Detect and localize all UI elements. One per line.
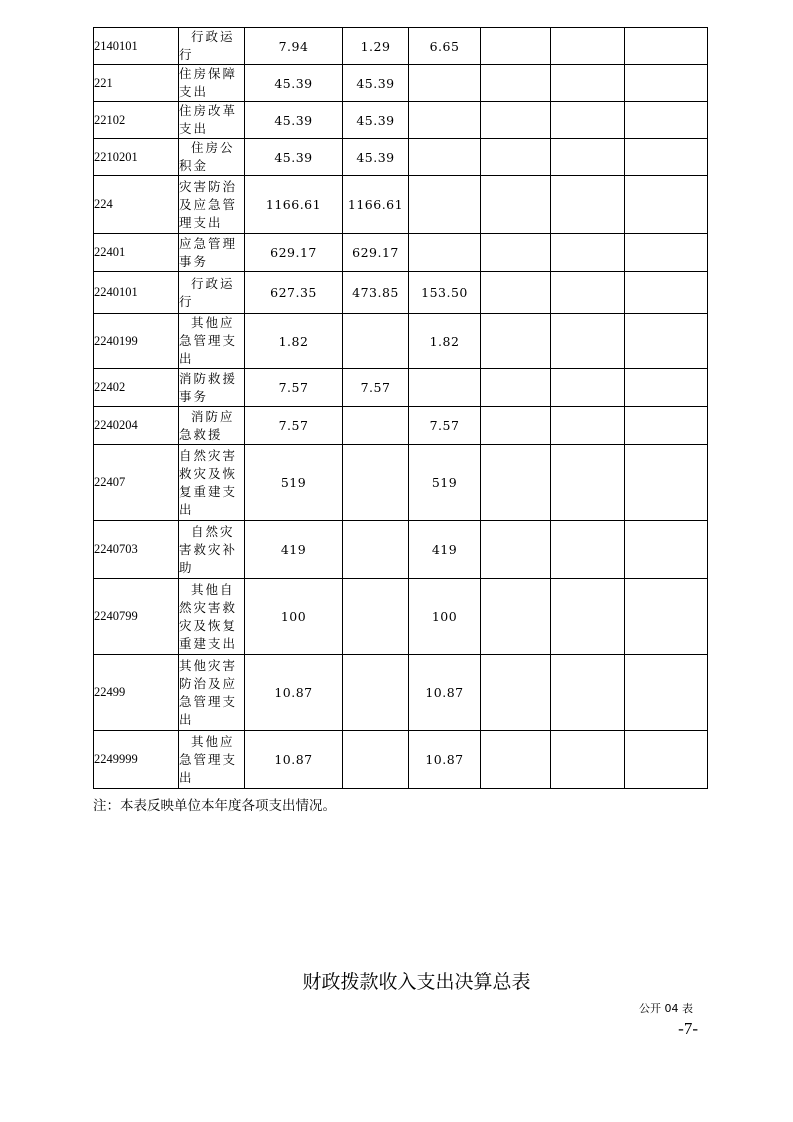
empty-cell: [481, 102, 551, 139]
table-row: [94, 579, 708, 655]
project-expenditure-cell: 100: [409, 579, 481, 655]
basic-expenditure-cell: 1166.61: [343, 176, 409, 234]
subject-name-cell: 消防应急救援: [179, 407, 245, 445]
subject-code-cell: 2240204: [94, 407, 179, 445]
empty-cell: [481, 579, 551, 655]
empty-cell: [551, 28, 625, 65]
project-expenditure-cell: 419: [409, 521, 481, 579]
subject-code-cell: 2140101: [94, 28, 179, 65]
table-row: [94, 176, 708, 234]
empty-cell: [481, 445, 551, 521]
subject-code-cell: 2210201: [94, 139, 179, 176]
total-cell: 419: [245, 521, 343, 579]
empty-cell: [625, 139, 708, 176]
empty-cell: [551, 65, 625, 102]
table-row: [94, 445, 708, 521]
table-row: [94, 407, 708, 445]
table-row: [94, 369, 708, 407]
empty-cell: [481, 65, 551, 102]
empty-cell: [551, 445, 625, 521]
subject-name-cell: 其他应急管理支出: [179, 314, 245, 369]
table-row: [94, 314, 708, 369]
subject-name-cell: 行政运行: [179, 28, 245, 65]
basic-expenditure-cell: [343, 731, 409, 789]
basic-expenditure-cell: 7.57: [343, 369, 409, 407]
table-body: [94, 28, 708, 789]
project-expenditure-cell: 1.82: [409, 314, 481, 369]
empty-cell: [481, 407, 551, 445]
project-expenditure-cell: [409, 139, 481, 176]
subject-name-cell: 灾害防治及应急管理支出: [179, 176, 245, 234]
empty-cell: [481, 272, 551, 314]
basic-expenditure-cell: [343, 655, 409, 731]
empty-cell: [481, 731, 551, 789]
empty-cell: [625, 579, 708, 655]
subject-code-cell: 221: [94, 65, 179, 102]
basic-expenditure-cell: [343, 314, 409, 369]
empty-cell: [551, 579, 625, 655]
subject-name-cell: 其他应急管理支出: [179, 731, 245, 789]
basic-expenditure-cell: 629.17: [343, 234, 409, 272]
subject-name-cell: 住房公积金: [179, 139, 245, 176]
next-table-title: 财政拨款收入支出决算总表: [302, 971, 531, 993]
subject-code-cell: 22407: [94, 445, 179, 521]
empty-cell: [551, 102, 625, 139]
subject-code-cell: 2240799: [94, 579, 179, 655]
total-cell: 7.57: [245, 369, 343, 407]
total-cell: 45.39: [245, 102, 343, 139]
empty-cell: [551, 731, 625, 789]
project-expenditure-cell: 10.87: [409, 731, 481, 789]
empty-cell: [625, 272, 708, 314]
basic-expenditure-cell: [343, 579, 409, 655]
total-cell: 100: [245, 579, 343, 655]
basic-expenditure-cell: [343, 445, 409, 521]
basic-expenditure-cell: 45.39: [343, 102, 409, 139]
table-note: 注：本表反映单位本年度各项支出情况。: [93, 798, 336, 814]
project-expenditure-cell: 519: [409, 445, 481, 521]
table-row: [94, 65, 708, 102]
empty-cell: [481, 139, 551, 176]
table-row: [94, 102, 708, 139]
empty-cell: [551, 234, 625, 272]
subject-name-cell: 自然灾害救灾补助: [179, 521, 245, 579]
subject-name-cell: 住房保障支出: [179, 65, 245, 102]
empty-cell: [551, 176, 625, 234]
subject-code-cell: 2240703: [94, 521, 179, 579]
project-expenditure-cell: [409, 65, 481, 102]
empty-cell: [481, 314, 551, 369]
table-row: [94, 234, 708, 272]
subject-code-cell: 2240199: [94, 314, 179, 369]
empty-cell: [481, 521, 551, 579]
basic-expenditure-cell: 45.39: [343, 139, 409, 176]
project-expenditure-cell: [409, 102, 481, 139]
project-expenditure-cell: [409, 369, 481, 407]
table-row: [94, 655, 708, 731]
project-expenditure-cell: 7.57: [409, 407, 481, 445]
expenditure-table: [93, 27, 708, 789]
empty-cell: [625, 176, 708, 234]
empty-cell: [625, 655, 708, 731]
table-row: [94, 28, 708, 65]
empty-cell: [551, 407, 625, 445]
empty-cell: [481, 234, 551, 272]
total-cell: 7.57: [245, 407, 343, 445]
subject-name-cell: 消防救援事务: [179, 369, 245, 407]
empty-cell: [625, 369, 708, 407]
project-expenditure-cell: [409, 234, 481, 272]
empty-cell: [625, 314, 708, 369]
total-cell: 45.39: [245, 139, 343, 176]
empty-cell: [551, 314, 625, 369]
basic-expenditure-cell: 1.29: [343, 28, 409, 65]
empty-cell: [625, 731, 708, 789]
subject-name-cell: 应急管理事务: [179, 234, 245, 272]
table-row: [94, 731, 708, 789]
empty-cell: [481, 655, 551, 731]
subject-name-cell: 其他自然灾害救灾及恢复重建支出: [179, 579, 245, 655]
subject-code-cell: 2249999: [94, 731, 179, 789]
empty-cell: [551, 272, 625, 314]
subject-code-cell: 22402: [94, 369, 179, 407]
total-cell: 7.94: [245, 28, 343, 65]
subject-name-cell: 住房改革支出: [179, 102, 245, 139]
basic-expenditure-cell: [343, 521, 409, 579]
total-cell: 10.87: [245, 731, 343, 789]
empty-cell: [625, 445, 708, 521]
total-cell: 627.35: [245, 272, 343, 314]
subject-name-cell: 其他灾害防治及应急管理支出: [179, 655, 245, 731]
subject-code-cell: 22401: [94, 234, 179, 272]
page-number: -7-: [678, 1019, 698, 1038]
empty-cell: [625, 28, 708, 65]
project-expenditure-cell: [409, 176, 481, 234]
empty-cell: [481, 369, 551, 407]
table-row: [94, 139, 708, 176]
empty-cell: [625, 234, 708, 272]
empty-cell: [551, 521, 625, 579]
empty-cell: [551, 655, 625, 731]
empty-cell: [551, 369, 625, 407]
project-expenditure-cell: 10.87: [409, 655, 481, 731]
table-row: [94, 272, 708, 314]
empty-cell: [625, 102, 708, 139]
basic-expenditure-cell: 473.85: [343, 272, 409, 314]
empty-cell: [625, 65, 708, 102]
project-expenditure-cell: 6.65: [409, 28, 481, 65]
subject-code-cell: 224: [94, 176, 179, 234]
subject-name-cell: 行政运行: [179, 272, 245, 314]
basic-expenditure-cell: 45.39: [343, 65, 409, 102]
project-expenditure-cell: 153.50: [409, 272, 481, 314]
subject-name-cell: 自然灾害救灾及恢复重建支出: [179, 445, 245, 521]
empty-cell: [625, 407, 708, 445]
total-cell: 1166.61: [245, 176, 343, 234]
table-row: [94, 521, 708, 579]
empty-cell: [481, 176, 551, 234]
empty-cell: [625, 521, 708, 579]
basic-expenditure-cell: [343, 407, 409, 445]
subject-code-cell: 2240101: [94, 272, 179, 314]
empty-cell: [551, 139, 625, 176]
empty-cell: [481, 28, 551, 65]
subject-code-cell: 22499: [94, 655, 179, 731]
total-cell: 45.39: [245, 65, 343, 102]
form-number: 公开 04 表: [639, 1002, 693, 1015]
total-cell: 1.82: [245, 314, 343, 369]
total-cell: 629.17: [245, 234, 343, 272]
subject-code-cell: 22102: [94, 102, 179, 139]
total-cell: 10.87: [245, 655, 343, 731]
total-cell: 519: [245, 445, 343, 521]
